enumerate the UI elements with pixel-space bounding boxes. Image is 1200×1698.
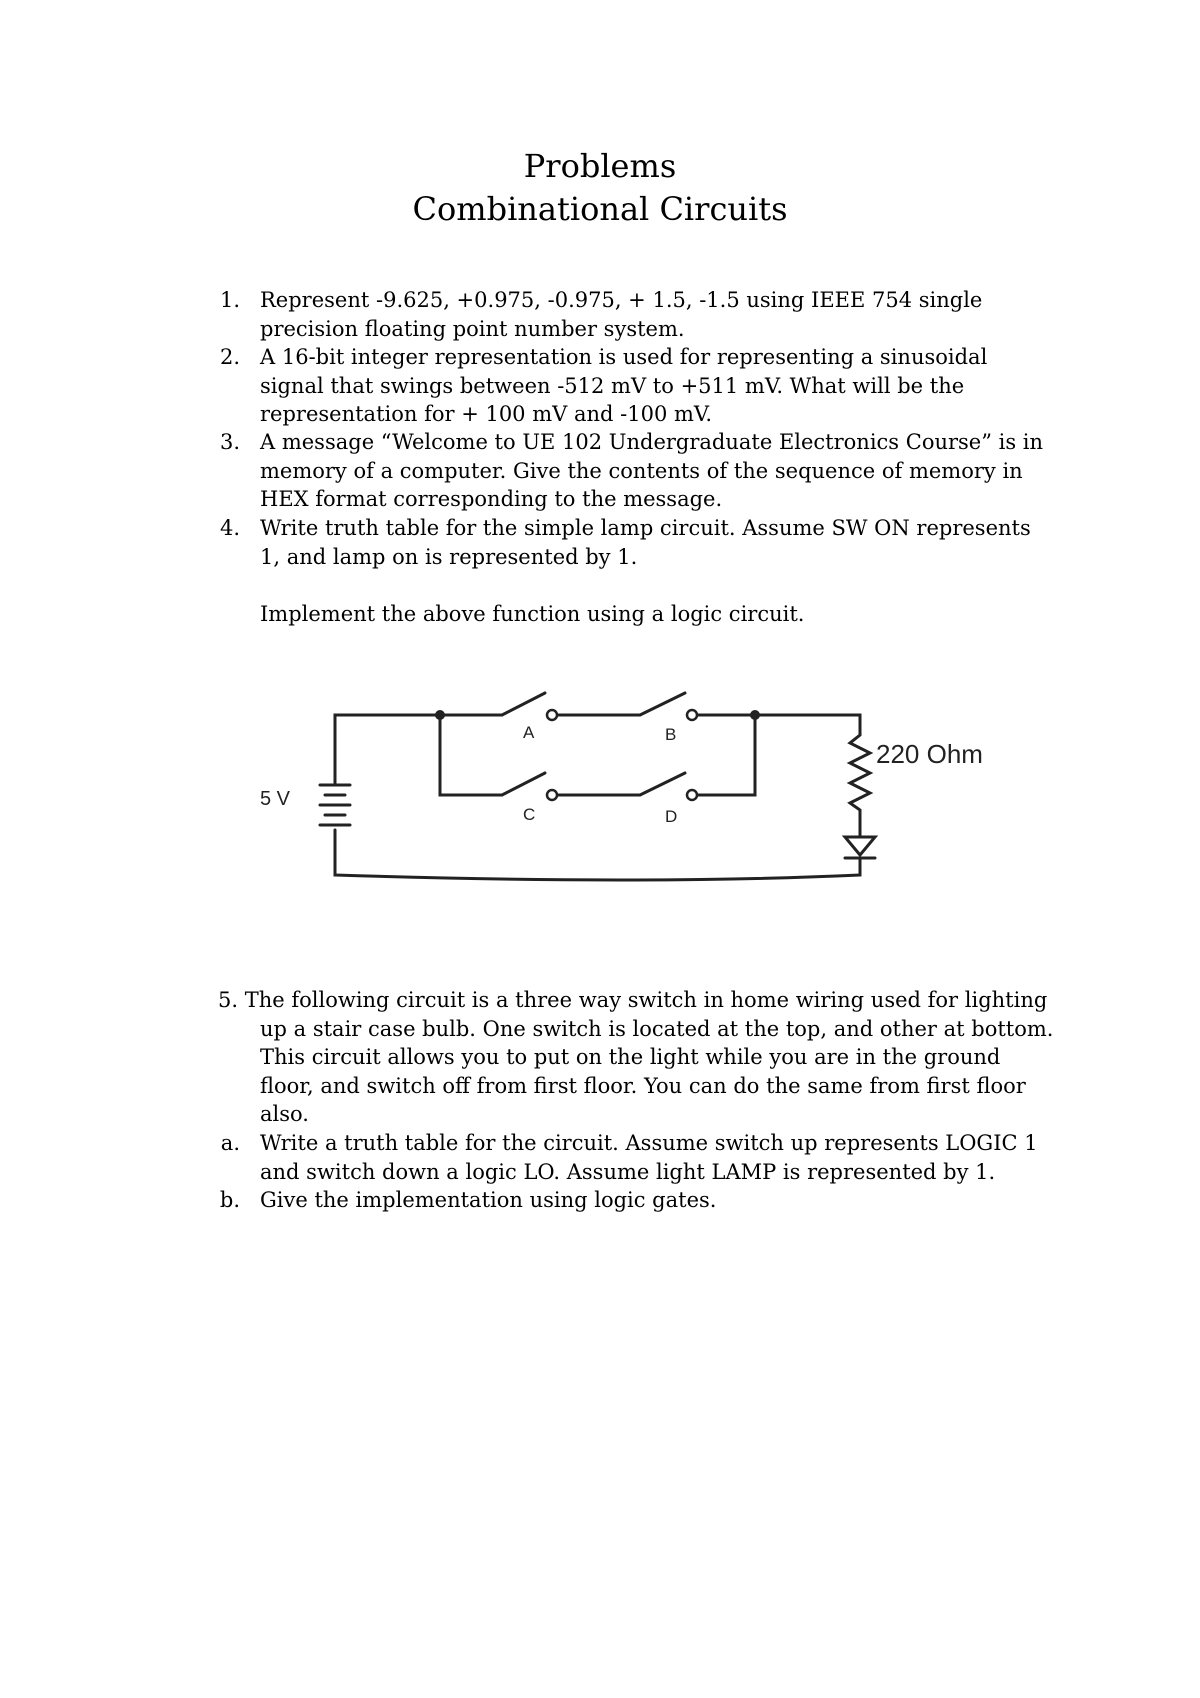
wire	[698, 715, 860, 727]
text-line: memory of a computer. Give the contents of the sequence of memory in	[260, 458, 1023, 483]
text-line: up a stair case bulb. One switch is located at the top, and other at bottom.	[260, 1016, 1054, 1041]
part-letter: a.	[220, 1131, 240, 1155]
switch-a-contact	[547, 710, 557, 720]
switch-label-c: C	[523, 805, 536, 824]
problem-number: 4.	[219, 516, 240, 540]
switch-c-blade	[502, 773, 545, 795]
switch-c-contact	[547, 790, 557, 800]
problem-number: 2.	[219, 345, 240, 369]
wire-top-left	[335, 715, 440, 783]
text-line: 1, and lamp on is represented by 1.	[260, 544, 638, 569]
junction-dot	[435, 710, 445, 720]
page-title: Problems	[523, 147, 677, 185]
text-line: A message “Welcome to UE 102 Undergraduate Electronics Course” is in	[260, 430, 1044, 454]
text-line: 5. The following circuit is a three way switch in home wiring used for lighting	[218, 988, 1048, 1012]
battery-label: 5 V	[260, 788, 291, 810]
wire	[698, 715, 755, 795]
text-line: floor, and switch off from first floor. You can do the same from first floor	[260, 1073, 1026, 1098]
switch-b-contact	[687, 710, 697, 720]
text-line: Represent -9.625, +0.975, -0.975, + 1.5, -1.5 using IEEE 754 single	[260, 288, 983, 312]
switch-d-contact	[687, 790, 697, 800]
problem-4-text	[260, 514, 1031, 571]
problem-2-text	[260, 343, 987, 429]
lamp-circuit-diagram	[240, 655, 1040, 955]
text-line: HEX format corresponding to the message.	[260, 487, 723, 511]
diode-triangle	[845, 837, 875, 855]
switch-label-b: B	[665, 725, 677, 744]
problem-number: 1.	[219, 288, 240, 312]
switch-d-blade	[640, 773, 685, 795]
problem-3-text	[260, 428, 1043, 514]
text-line: This circuit allows you to put on the light while you are in the ground	[260, 1045, 1001, 1069]
wire	[440, 715, 502, 795]
junction-dot	[750, 710, 760, 720]
switch-label-d: D	[665, 807, 678, 826]
switch-b-blade	[640, 693, 685, 715]
part-a-text	[260, 1129, 1038, 1186]
text-line: A 16-bit integer representation is used for representing a sinusoidal	[260, 345, 988, 369]
problem-number: 3.	[219, 430, 240, 454]
text-line: Write truth table for the simple lamp circuit. Assume SW ON represents	[260, 516, 1031, 540]
part-letter: b.	[219, 1188, 240, 1212]
wire-bottom	[335, 830, 860, 880]
problem-4-extra: Implement the above function using a logic circuit.	[260, 602, 805, 626]
text-line: precision floating point number system.	[260, 316, 685, 341]
part-b-text	[260, 1186, 716, 1215]
resistor-label: 220 Ohm	[876, 739, 983, 769]
problem-1-text	[260, 286, 982, 343]
text-line: Give the implementation using logic gates.	[260, 1188, 717, 1212]
text-line: and switch down a logic LO. Assume light LAMP is represented by 1.	[260, 1159, 996, 1184]
switch-label-a: A	[523, 723, 535, 742]
problem-5-text	[218, 986, 1047, 1015]
text-line: signal that swings between -512 mV to +511 mV. What will be the	[260, 373, 965, 398]
resistor	[850, 727, 870, 825]
text-line: Write a truth table for the circuit. Assume switch up represents LOGIC 1	[260, 1131, 1038, 1155]
problem-5-text-cont	[260, 1015, 1053, 1129]
text-line: representation for + 100 mV and -100 mV.	[260, 402, 713, 426]
page-subtitle: Combinational Circuits	[412, 190, 788, 228]
text-line: also.	[260, 1102, 309, 1126]
switch-a-blade	[502, 693, 545, 715]
